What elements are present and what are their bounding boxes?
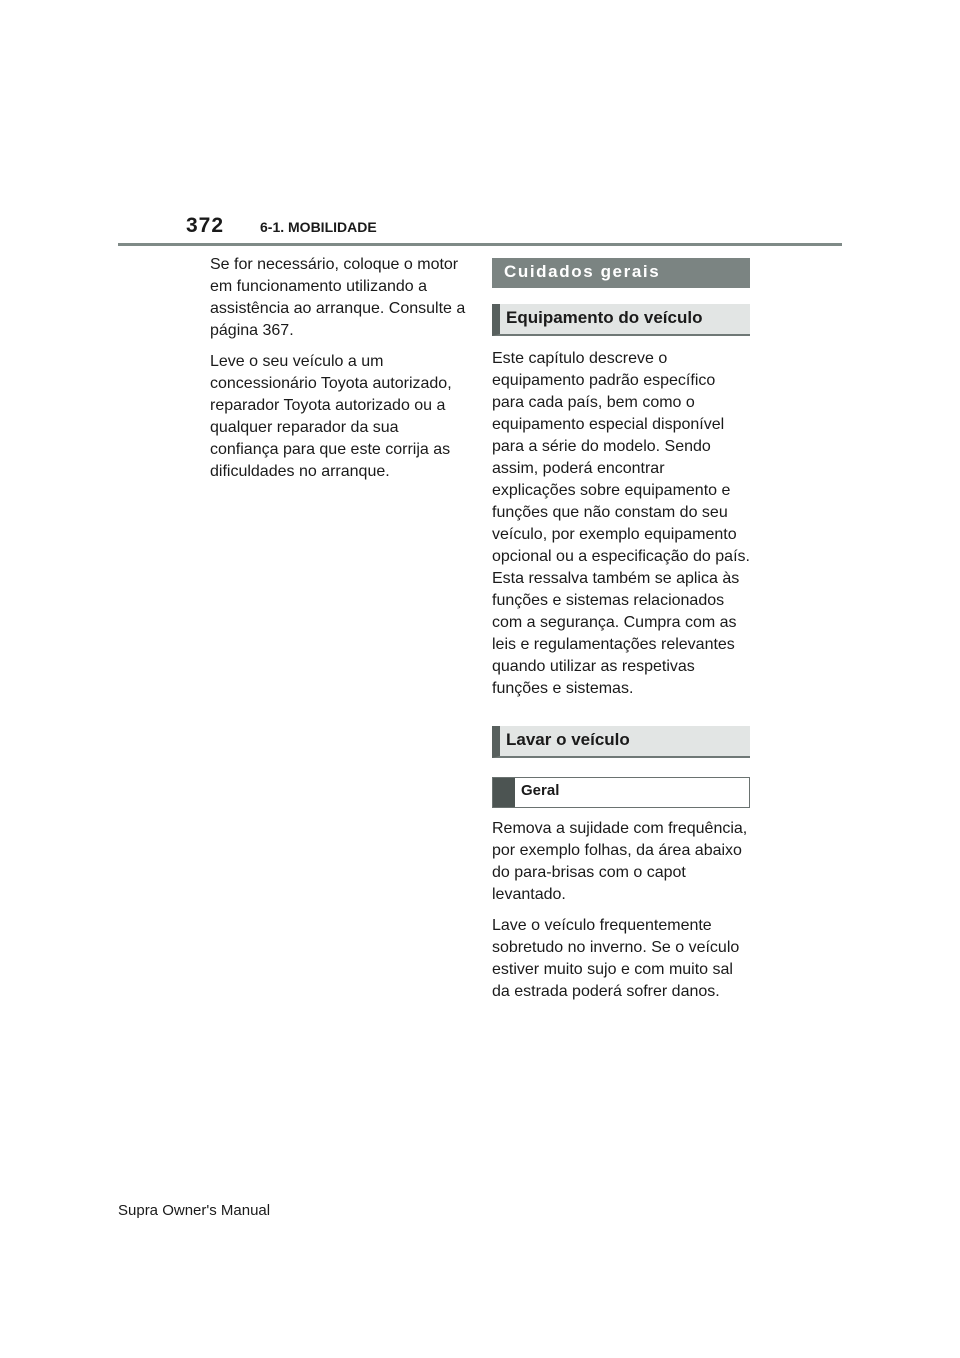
left-column (210, 254, 468, 492)
header-divider (118, 243, 842, 246)
paragraph-wash-dirt: Remova a sujidade com frequência, por exemplo folhas, da área abaixo do para-brisas com o capot levantado. (492, 820, 748, 903)
heading-equipment: Equipamento do veículo (492, 304, 750, 336)
section-header: 6-1. MOBILIDADE (260, 219, 377, 235)
subsection-marker (493, 778, 515, 807)
subsection-box-geral (492, 777, 750, 808)
footer-manual-title: Supra Owner's Manual (118, 1202, 271, 1219)
paragraph-equipment: Este capítulo descreve o equipamento padrão específico para cada país, bem como o equipamento especial disponível para a série do modelo. Sendo assim, poderá encontrar explicações sobre equipamento e funções que não constam do seu veículo, por exemplo equipamento opcional ou a especificação do país. Esta ressalva também se aplica às funções e sistemas relacionados com a segurança. Cumpra com as leis e regulamentações relevantes quando utilizar as respetivas funções e sistemas. (492, 350, 750, 697)
page-number: 372 (186, 214, 225, 237)
paragraph-start-engine: Se for necessário, coloque o motor em funcionamento utilizando a assistência ao arranque. Consulte a página 367. (210, 256, 466, 339)
heading-wash: Lavar o veículo (492, 726, 750, 758)
paragraph-wash-winter: Lave o veículo frequentemente sobretudo no inverno. Se o veículo estiver muito sujo e com muito sal da estrada poderá sofrer danos. (492, 917, 740, 1000)
right-column (492, 258, 750, 1003)
paragraph-dealer: Leve o seu veículo a um concessionário Toyota autorizado, reparador Toyota autorizado ou a qualquer reparador da sua confiança para que este corrija as dificuldades no arranque. (210, 353, 452, 480)
subsection-label: Geral (521, 782, 560, 799)
section-banner: Cuidados gerais (492, 258, 750, 288)
